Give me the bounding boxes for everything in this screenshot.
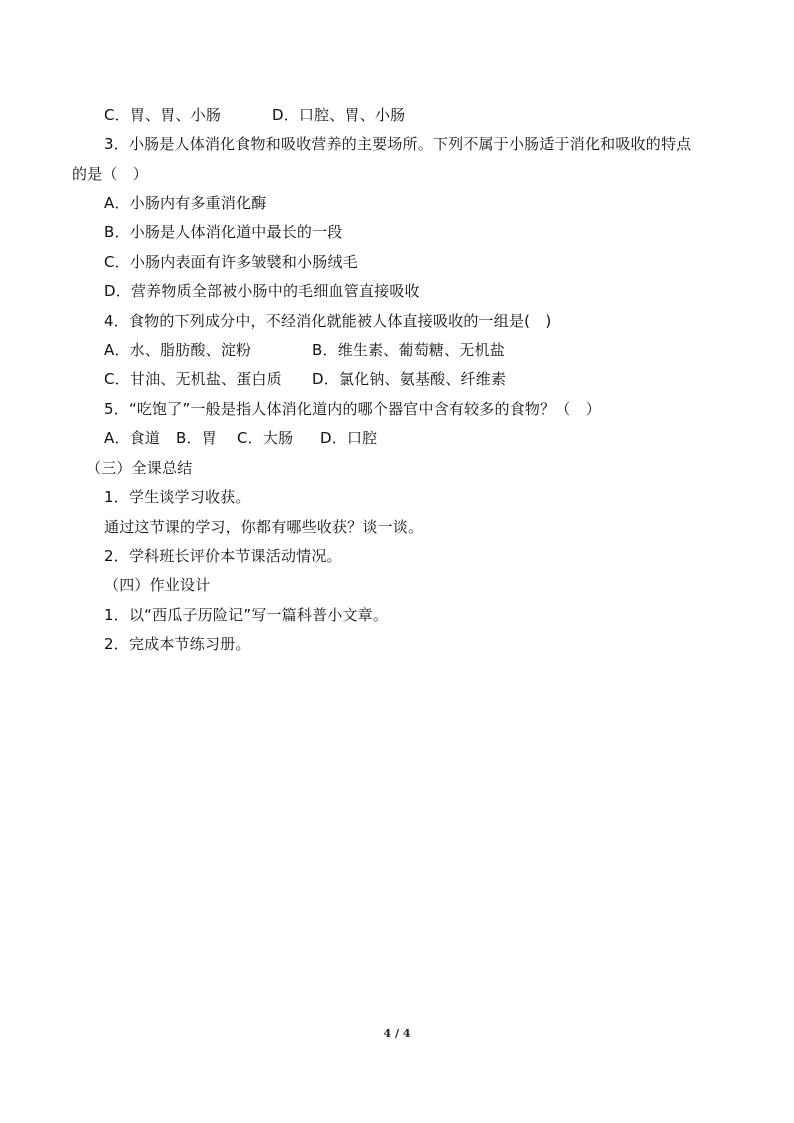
q2-option-c: C．胃、胃、小肠 bbox=[104, 106, 222, 124]
q3-option-d: D．营养物质全部被小肠中的毛细血管直接吸收 bbox=[104, 282, 420, 300]
q3-option-a: A．小肠内有多重消化酶 bbox=[104, 194, 267, 212]
q4-option-b: B．维生素、葡萄糖、无机盐 bbox=[312, 341, 505, 359]
section3-item2: 2．学科班长评价本节课活动情况。 bbox=[104, 547, 342, 565]
section3-heading: （三）全课总结 bbox=[86, 459, 193, 477]
q3-option-b: B．小肠是人体消化道中最长的一段 bbox=[104, 223, 343, 241]
q5-option-a: A．食道 bbox=[104, 429, 161, 447]
page-number: 4 / 4 bbox=[383, 1027, 411, 1040]
section3-item1: 1．学生谈学习收获。 bbox=[104, 488, 251, 506]
q4-option-d: D．氯化钠、氨基酸、纤维素 bbox=[312, 370, 507, 388]
q3-stem-line2: 的是（ ） bbox=[72, 165, 149, 183]
q5-option-c: C．大肠 bbox=[237, 429, 294, 447]
q4-option-c: C．甘油、无机盐、蛋白质 bbox=[104, 370, 282, 388]
q5-option-d: D．口腔 bbox=[320, 429, 378, 447]
section4-item2: 2．完成本节练习册。 bbox=[104, 635, 251, 653]
q4-option-a: A．水、脂肪酸、淀粉 bbox=[104, 341, 252, 359]
q2-option-d: D．口腔、胃、小肠 bbox=[272, 106, 406, 124]
section4-heading: （四）作业设计 bbox=[104, 576, 211, 594]
q4-stem: 4．食物的下列成分中，不经消化就能被人体直接吸收的一组是( ) bbox=[104, 312, 552, 330]
q5-stem: 5．“吃饱了”一般是指人体消化道内的哪个器官中含有较多的食物？（ ） bbox=[104, 400, 601, 418]
section4-item1: 1．以“西瓜子历险记”写一篇科普小文章。 bbox=[104, 606, 389, 624]
q3-option-c: C．小肠内表面有许多皱襞和小肠绒毛 bbox=[104, 253, 358, 271]
q3-stem-line1: 3．小肠是人体消化食物和吸收营养的主要场所。下列不属于小肠适于消化和吸收的特点 bbox=[104, 135, 692, 153]
q5-option-b: B．胃 bbox=[176, 429, 217, 447]
section3-item1-detail: 通过这节课的学习，你都有哪些收获？谈一谈。 bbox=[104, 518, 424, 536]
